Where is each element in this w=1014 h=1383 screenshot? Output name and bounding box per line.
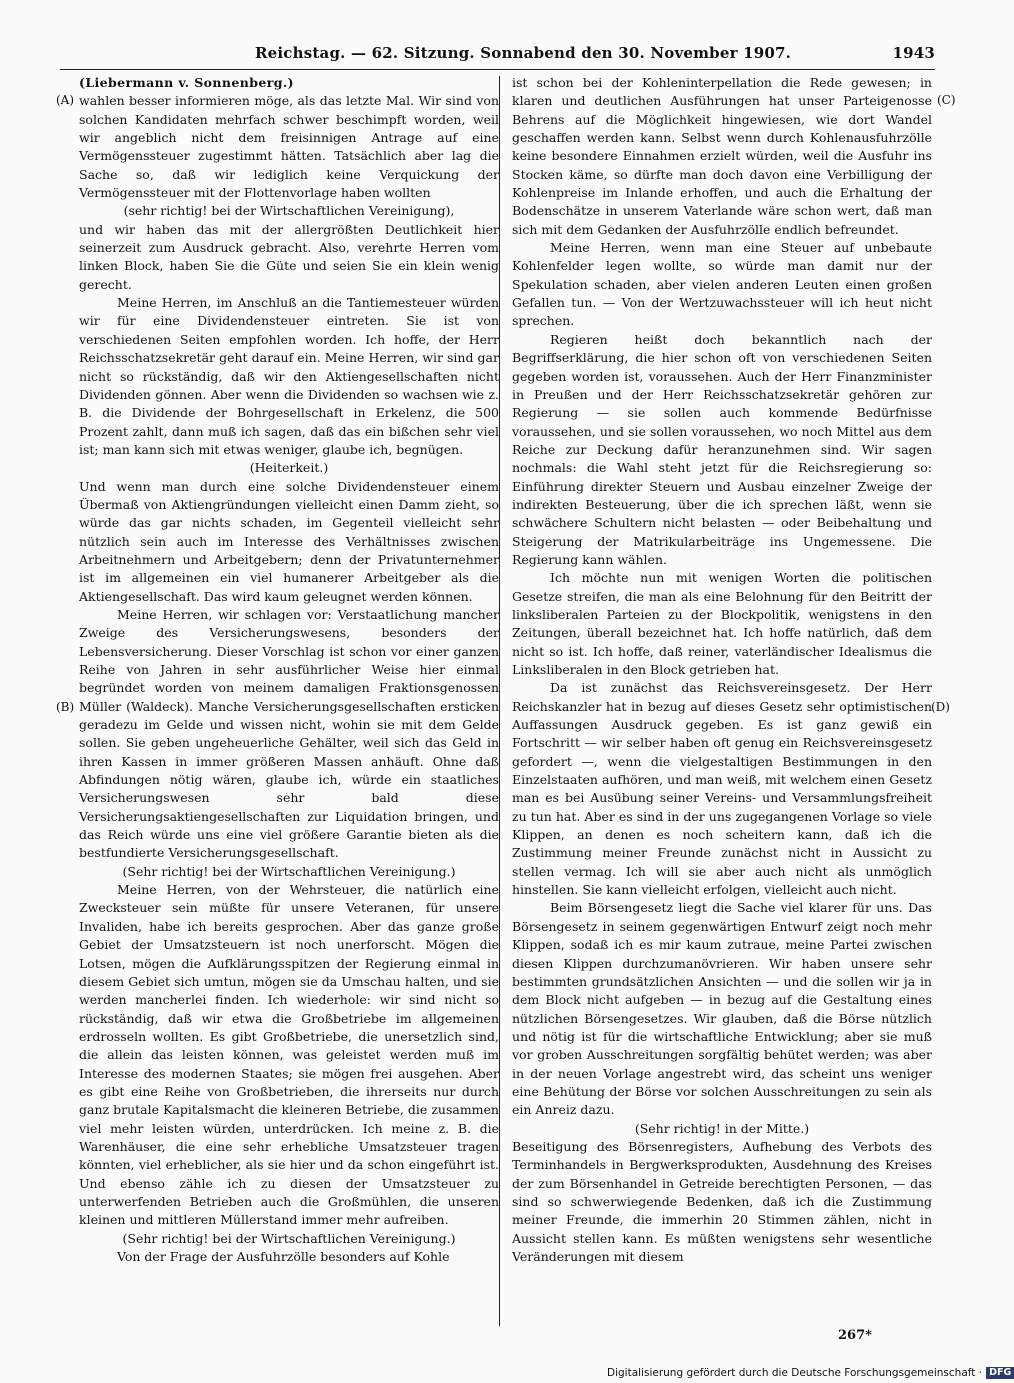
paragraph: Regieren heißt doch bekanntlich nach der Begriffserklärung, die hier schon oft von verschiedenen Seiten gegeben worden ist, voraussehen. Auch der Herr Finanzminister in Preußen und der Herr Reichsschatzsekretär gehören zur Regierung — sie sollen auch kommende Bedürfnisse voraussehen, und sie sollen voraussehen, wo noch Mittel aus dem Reiche zur Deckung dafür heranzunehmen sind. Wir sagen nochmals: die Wahl steht jetzt für die Reichsregierung so: Einführung direkter Steuern und Ausbau einzelner Zweige der indirekten Besteuerung, über die ich sprechen läßt, wenn sie schwächere Schultern nicht belasten — oder Beibehaltung und Steigerung der Matrikularbeiträge ins Ungemessene. Die Regierung kann wählen.	[512, 331, 932, 567]
paragraph: wahlen besser informieren möge, als das letzte Mal. Wir sind von solchen Kandidaten mehrfach schwer beschimpft worden, weil wir angeblich nicht dem freisinnigen Antrage auf eine Vermögenssteuer zugestimmt hätten. Tatsächlich aber lag die Sache so, daß wir lediglich keine Verquickung der Vermögenssteuer mit der Flottenvorlage haben wollten	[79, 93, 499, 201]
margin-marker-d: (D)	[931, 700, 950, 714]
footer-text: Digitalisierung gefördert durch die Deutsche Forschungsgemeinschaft ·	[607, 1367, 983, 1379]
header-rule	[60, 69, 935, 70]
dfg-logo: DFG	[986, 1367, 1014, 1379]
page-number: 1943	[892, 44, 935, 62]
margin-marker-c: (C)	[937, 93, 956, 107]
paragraph: Von der Frage der Ausfuhrzölle besonders auf Kohle	[117, 1249, 450, 1264]
paragraph: Und wenn man durch eine solche Dividendensteuer einem Übermaß von Aktiengründungen vielleicht einen Damm zieht, so würde das gar nichts schaden, im Gegenteil vielleicht sehr nützlich sein auch im Interesse des Verhältnisses zwischen Arbeitnehmern und Arbeitgebern; denn der Privatunternehmer ist im allgemeinen ein viel humanerer Arbeitgeber als die Aktiengesellschaft. Das wird kaum geleugnet werden können.	[79, 478, 499, 604]
margin-marker-a: (A)	[56, 93, 75, 107]
paragraph: Meine Herren, im Anschluß an die Tantiemesteuer würden wir für eine Dividendensteuer eintreten. Sie ist von verschiedenen Seiten empfohlen worden. Ich hoffe, der Herr Reichsschatzsekretär geht darauf ein. Meine Herren, wir sind gar nicht so rückständig, daß wir den Aktiengesellschaften nicht Dividenden gönnen. Aber wenn die Dividenden so wachsen wie z. B. die Dividende der Bohrgesellschaft in Erkelenz, die 500 Prozent zahlt, dann muß ich sagen, daß das ein bißchen sehr viel ist; man kann sich mit etwas weniger, glaube ich, begnügen.	[79, 295, 499, 457]
footer-credit	[607, 1367, 1014, 1381]
left-column	[79, 74, 499, 1266]
paragraph: Beim Börsengesetz liegt die Sache viel klarer für uns. Das Börsengesetz in seinem gegenwärtigen Entwurf zeigt noch mehr Klippen, sodaß ich es mir kaum zutraue, meine Partei zwischen diesen Klippen durchzumanövrieren. Wir haben unsere sehr bestimmten grundsätzlichen Ansichten — und die sollen wir ja in dem Block nicht aufgeben — in bezug auf die Gestaltung eines nützlichen Börsengesetzes. Wir glauben, daß die Börse nützlich und nötig ist für die wirtschaftliche Entwicklung; aber sie muß vor groben Ausschreitungen sorgfältig behütet werden; was aber in der neuen Vorlage angestrebt wird, das scheint uns weniger eine Behütung der Börse vor solchen Ausschreitungen zu sein als ein Anreiz dazu.	[512, 900, 932, 1118]
paragraph: Meine Herren, von der Wehrsteuer, die natürlich eine Zwecksteuer sein müßte für unsere Veteranen, für unsere Invaliden, habe ich bereits gesprochen. Aber das ganze große Gebiet der Umsatzsteuern ist noch unerforscht. Mögen die Lotsen, mögen die Aufklärungsspitzen der Regierung einmal in diesem Gebiet sich umtun, mögen sie da Umschau halten, und sie werden mancherlei finden. Ich wiederhole: wir sind nicht so rückständig, daß wir etwa die Großbetriebe im allgemeinen erdrosseln wollten. Es gibt Großbetriebe, die unersetzlich sind, die allein das leisten können, was geleistet werden muß im Interesse des modernen Staates; sie mögen frei ausgehen. Aber es gibt eine Reihe von Großbetrieben, die ihrerseits nur durch ganz brutale Kapitalsmacht die kleineren Betriebe, die zusammen viel mehr leisten würden, unterdrücken. Ich meine z. B. die Warenhäuser, die eine sehr erhebliche Umsatzsteuer tragen könnten, viel erheblicher, als sie hier und da schon eingeführt ist. Und ebenso zähle ich zu diesen der Umsatzsteuer zu unterwerfenden Betrieben auch die Großmühlen, die unseren kleinen und mittleren Müllerstand immer mehr aufreiben.	[79, 882, 499, 1228]
paragraph: ist schon bei der Kohleninterpellation die Rede gewesen; in klaren und deutlichen Ausführungen hat unser Parteigenosse Behrens auf die Möglichkeit hingewiesen, wie dort Wandel geschaffen werden kann. Selbst wenn durch Kohlenausfuhrzölle keine besondere Einnahmen erzielt würden, weil die Ausfuhr ins Stocken käme, so dürfte man doch davon eine Verbilligung der Kohlenpreise im Inlande erhoffen, und auch die Erhaltung der Bodenschätze in unserem Vaterlande wäre schon wert, daß man sich mit dem Gedanken der Ausfuhrzölle endlich befreundet.	[512, 75, 932, 237]
running-header	[60, 44, 935, 66]
paragraph: Da ist zunächst das Reichsvereinsgesetz. Der Herr Reichskanzler hat in bezug auf dieses Gesetz sehr optimistischen Auffassungen Ausdruck gegeben. Es ist ganz gewiß ein Fortschritt — wir selber haben oft genug ein Reichsvereinsgesetz gefordert —, wenn die vielgestaltigen Bestimmungen in den Einzelstaaten aufhören, und man weiß, mit welchem einen Gesetz man es bei Ausübung seiner Vereins- und Versammlungsfreiheit zu tun hat. Aber es sind in der uns zugegangenen Vorlage so viele Klippen, an denen es noch scheitern kann, daß ich die Zustimmung meiner Freunde zunächst nicht in Aussicht zu stellen vermag. Ich will sie aber auch nicht als unmöglich hinstellen. Sie kann vielleicht erfolgen, vielleicht auch nicht.	[512, 680, 932, 898]
paragraph: Ich möchte nun mit wenigen Worten die politischen Gesetze streifen, die man als eine Belohnung für den Beitritt der linksliberalen Parteien zu der Blockpolitik, wenigstens in den Zeitungen, überall bezeichnet hat. Ich hoffe natürlich, daß dem nicht so ist. Ich hoffe, daß reiner, vaterländischer Idealismus die Linksliberalen in den Block getrieben hat.	[512, 570, 932, 677]
margin-marker-b: (B)	[56, 700, 75, 714]
interjection: (sehr richtig! bei der Wirtschaftlichen Vereinigung),	[123, 203, 455, 219]
interjection: (Sehr richtig! bei der Wirtschaftlichen Vereinigung.)	[122, 1230, 456, 1246]
paragraph: Beseitigung des Börsenregisters, Aufhebung des Verbots des Terminhandels in Bergwerksprodukten, Ausdehnung des Kreises der zum Börsenhandel in Getreide berechtigten Personen, — das sind so schwerwiegende Bedenken, daß ich die Zustimmung meiner Freunde, die immerhin 20 Stimmen zählen, nicht in Aussicht stellen kann. Es müßten wenigstens sehr wesentliche Veränderungen mit diesem	[512, 1138, 932, 1264]
header-title: Reichstag. — 62. Sitzung. Sonnabend den 30. November 1907.	[255, 44, 792, 62]
interjection: (Heiterkeit.)	[249, 460, 329, 476]
paragraph: und wir haben das mit der allergrößten Deutlichkeit hier seinerzeit zum Ausdruck gebracht. Also, verehrte Herren vom linken Block, haben Sie die Güte und seien Sie ein klein wenig gerecht.	[79, 221, 499, 292]
paragraph: Meine Herren, wenn man eine Steuer auf unbebaute Kohlenfelder legen wollte, so würde man damit nur der Spekulation schaden, aber vielen anderen Leuten einen großen Gefallen tun. — Von der Wertzuwachssteuer will ich heut nicht sprechen.	[512, 240, 932, 329]
signature-mark: 267*	[838, 1328, 872, 1343]
paragraph: Meine Herren, wir schlagen vor: Verstaatlichung mancher Zweige des Versicherungswesens, besonders der Lebensversicherung. Dieser Vorschlag ist schon vor einer ganzen Reihe von Jahren in sehr ausführlicher Weise hier einmal begründet worden von meinem damaligen Fraktionsgenossen Müller (Waldeck). Manche Versicherungsgesellschaften ersticken geradezu im Gelde und wissen nicht, wohin sie mit dem Gelde sollen. Sie geben ungeheuerliche Gehälter, weil sich das Geld in ihren Kassen in immer größeren Massen anhäuft. Ohne daß Abfindungen nötig wären, glaube ich, würde ein staatliches Versicherungswesen sehr bald diese Versicherungsaktiengesellschaften zur Liquidation bringen, und das Reich würde uns eine viel größere Garantie bieten als die bestfundierte Versicherungsgesellschaft.	[79, 606, 499, 861]
interjection: (Sehr richtig! in der Mitte.)	[634, 1120, 810, 1136]
interjection: (Sehr richtig! bei der Wirtschaftlichen Vereinigung.)	[122, 863, 456, 879]
speaker-name: (Liebermann v. Sonnenberg.)	[79, 75, 294, 90]
right-column	[512, 74, 932, 1266]
column-divider	[499, 76, 500, 1326]
